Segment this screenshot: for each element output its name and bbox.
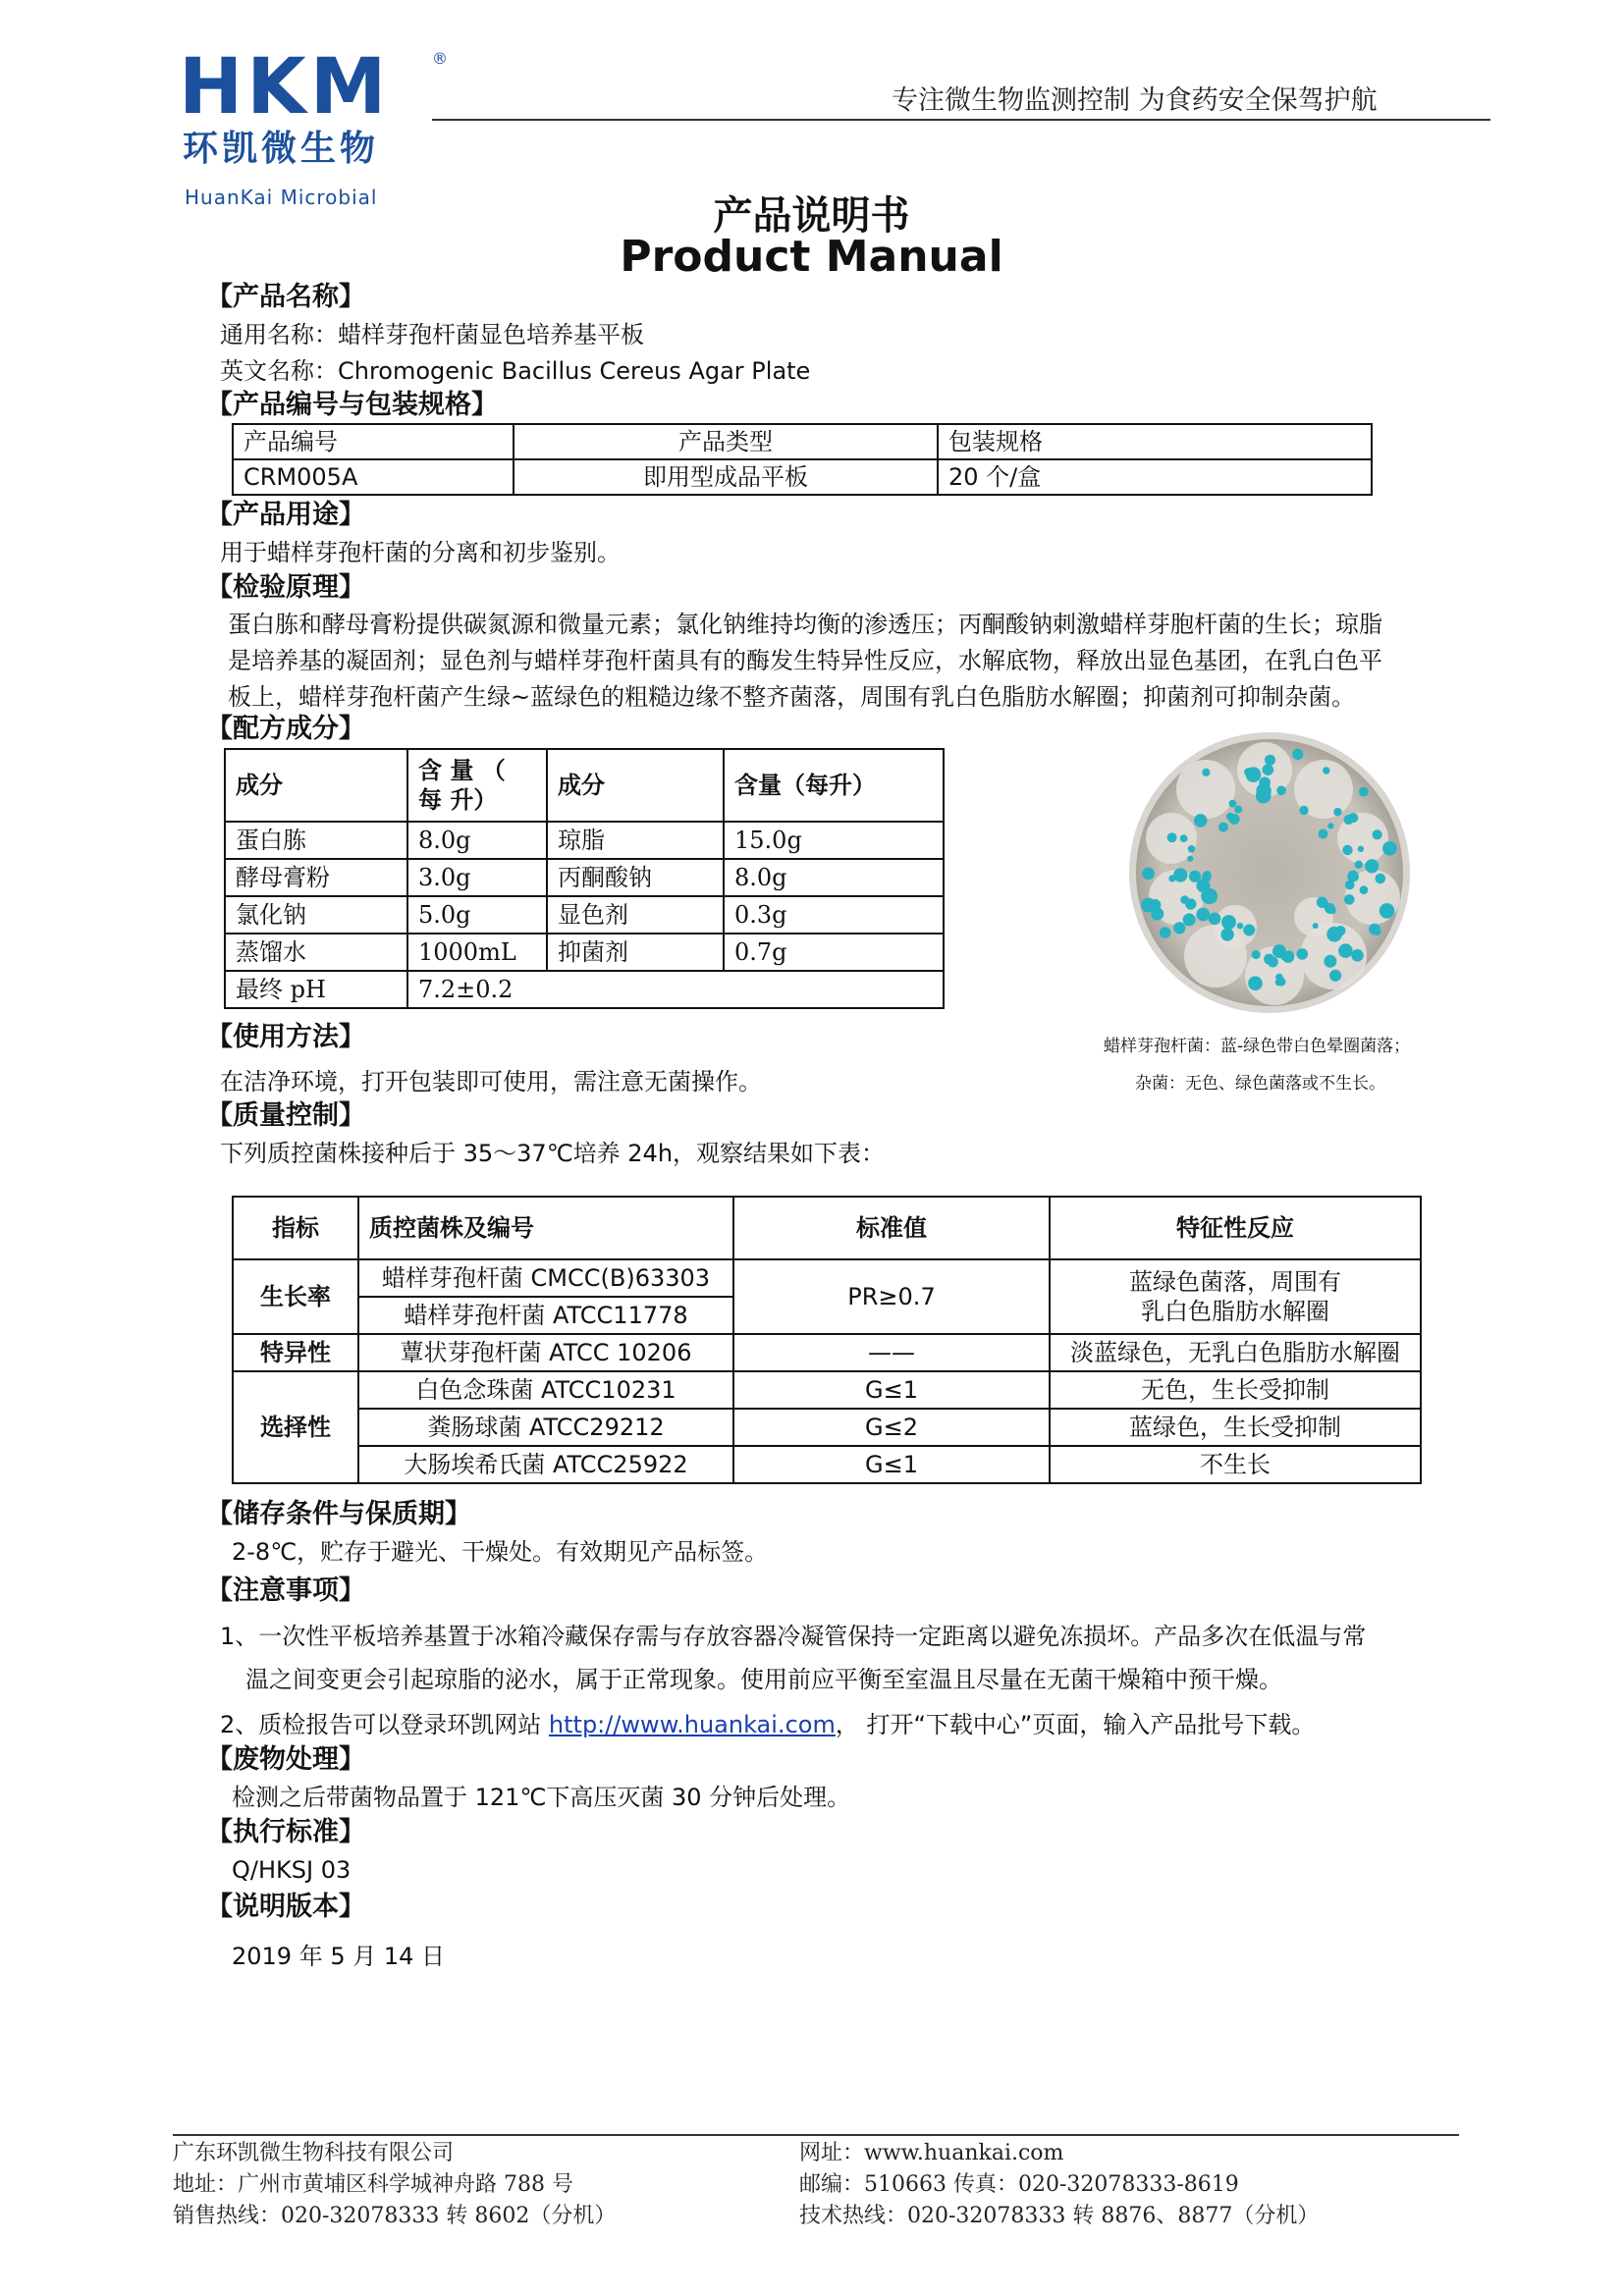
colony	[1173, 922, 1185, 934]
reaction-cell	[1050, 1259, 1421, 1334]
colony	[1358, 846, 1364, 852]
section-heading-method: 【使用方法】	[206, 1022, 365, 1052]
table-row	[233, 1334, 1421, 1371]
selectivity-label: 选择性	[233, 1371, 358, 1483]
colony	[1202, 769, 1210, 776]
colony	[1324, 955, 1336, 968]
colony	[1248, 976, 1263, 990]
standard-cell: G≤2	[733, 1409, 1050, 1446]
colony	[1202, 888, 1217, 904]
colony	[1259, 776, 1271, 788]
strain-cell: 白色念珠菌 ATCC10231	[358, 1371, 733, 1409]
standard-cell: G≤1	[733, 1446, 1050, 1483]
title-english: Product Manual	[620, 232, 1003, 282]
colony	[1382, 841, 1397, 856]
table-row	[225, 822, 944, 859]
table-header-cell: 指标	[233, 1197, 358, 1259]
company-logo	[179, 43, 454, 209]
colony	[1380, 903, 1395, 919]
usage-text: 用于蜡样芽孢杆菌的分离和初步鉴别。	[220, 539, 621, 566]
table-row	[233, 459, 1372, 495]
colony	[1373, 928, 1380, 935]
table-cell: 8.0g	[724, 859, 944, 896]
table-cell: 3.0g	[407, 859, 547, 896]
logo-hkm-text: HKM	[179, 43, 391, 132]
standard-text: Q/HKSJ 03	[232, 1856, 352, 1884]
colony	[1297, 948, 1309, 960]
table-header-cell: 成分	[547, 749, 724, 822]
colony	[1347, 871, 1359, 882]
colony	[1329, 970, 1341, 982]
colony	[1359, 787, 1369, 797]
reaction-line: 乳白色脂肪水解圈	[1141, 1298, 1329, 1325]
product-code-cell: CRM005A	[233, 459, 514, 495]
logo-english-name: HuanKai Microbial	[185, 186, 378, 209]
table-cell: 氯化钠	[225, 896, 407, 934]
section-heading-version: 【说明版本】	[206, 1892, 365, 1922]
section-heading-storage: 【储存条件与保质期】	[206, 1499, 471, 1529]
table-header-row	[225, 749, 944, 822]
petri-dish-photo	[1127, 730, 1412, 1015]
colony	[1319, 829, 1328, 839]
colony	[1376, 874, 1386, 884]
colony	[1299, 806, 1308, 815]
title-chinese: 产品说明书	[713, 193, 910, 239]
principle-line: 蛋白胨和酵母膏粉提供碳氮源和微量元素；氯化钠维持均衡的渗透压；丙酮酸钠刺激蜡样芽胞杆菌的生长；琼脂	[228, 611, 1382, 638]
english-name: 英文名称：Chromogenic Bacillus Cereus Agar Plate	[220, 357, 811, 385]
table-row	[233, 1409, 1421, 1446]
note-item-1-line1: 1、一次性平板培养基置于冰箱冷藏保存需与存放容器冷凝管保持一定距离以避免冻损坏。产品多次在低温与常	[220, 1623, 1367, 1650]
colony	[1220, 928, 1233, 940]
table-header-row	[233, 1197, 1421, 1259]
product-type-cell: 即用型成品平板	[514, 459, 938, 495]
colony	[1234, 806, 1242, 814]
section-heading-qc: 【质量控制】	[206, 1100, 365, 1131]
section-heading-standard: 【执行标准】	[206, 1817, 365, 1847]
image-caption-line1: 蜡样芽孢杆菌：蓝-绿色带白色晕圈菌落；	[1104, 1037, 1411, 1056]
colony	[1323, 767, 1329, 774]
section-heading-waste: 【废物处理】	[206, 1744, 365, 1775]
note-item-2	[220, 1708, 1315, 1741]
footer-tech-hotline: 技术热线：020-32078333 转 8876、8877（分机）	[799, 2204, 1320, 2228]
ph-label-cell: 最终 pH	[225, 971, 407, 1008]
table-row	[233, 1446, 1421, 1483]
table-header-cell: 质控菌株及编号	[358, 1197, 733, 1259]
table-row	[233, 1371, 1421, 1409]
logo-registered-mark: ®	[432, 49, 448, 68]
note-item-1-line2: 温之间变更会引起琼脂的泌水，属于正常现象。使用前应平衡至室温且尽量在无菌干燥箱中预干燥。	[245, 1666, 1282, 1693]
table-header-cell: 含 量 （ 每 升）	[407, 749, 547, 822]
colony	[1202, 873, 1212, 882]
image-caption-line2: 杂菌：无色、绿色菌落或不生长。	[1135, 1074, 1385, 1094]
colony	[1373, 829, 1382, 839]
colony	[1335, 926, 1345, 935]
table-cell: 丙酮酸钠	[547, 859, 724, 896]
table-row	[225, 896, 944, 934]
table-cell: 5.0g	[407, 896, 547, 934]
table-cell: 蒸馏水	[225, 934, 407, 971]
colony	[1196, 908, 1210, 922]
standard-cell: PR≥0.7	[733, 1259, 1050, 1334]
table-cell: 蛋白胨	[225, 822, 407, 859]
growth-rate-label: 生长率	[233, 1259, 358, 1334]
colony	[1189, 871, 1201, 882]
table-cell: 抑菌剂	[547, 934, 724, 971]
colony	[1151, 907, 1163, 920]
table-header-cell: 含量（每升）	[724, 749, 944, 822]
waste-text: 检测之后带菌物品置于 121℃下高压灭菌 30 分钟后处理。	[232, 1784, 851, 1811]
principle-line: 是培养基的凝固剂；显色剂与蜡样芽孢杆菌具有的酶发生特异性反应，水解底物，释放出显色基团，在乳白色平	[228, 647, 1382, 674]
strain-cell: 蕈状芽孢杆菌 ATCC 10206	[358, 1334, 733, 1371]
table-cell: 15.0g	[724, 822, 944, 859]
table-row	[225, 934, 944, 971]
table-cell: 0.3g	[724, 896, 944, 934]
colony	[1243, 925, 1255, 936]
colony	[1142, 868, 1155, 881]
standard-cell: G≤1	[733, 1371, 1050, 1409]
colony	[1360, 885, 1369, 894]
specificity-label: 特异性	[233, 1334, 358, 1371]
table-cell: 琼脂	[547, 822, 724, 859]
colony	[1183, 913, 1196, 926]
table-row	[225, 971, 944, 1008]
qc-intro: 下列质控菌株接种后于 35～37℃培养 24h，观察结果如下表：	[220, 1140, 886, 1167]
colony	[1167, 832, 1177, 842]
footer-sales-hotline: 销售热线：020-32078333 转 8602（分机）	[173, 2204, 617, 2228]
standard-cell: ——	[733, 1334, 1050, 1371]
storage-text: 2-8℃，贮存于避光、干燥处。有效期见产品标签。	[232, 1538, 769, 1566]
header-slogan: 专注微生物监测控制 为食药安全保驾护航	[892, 85, 1378, 116]
colony	[1344, 894, 1355, 905]
colony	[1370, 863, 1378, 871]
table-cell: 显色剂	[547, 896, 724, 934]
table-cell: 1000mL	[407, 934, 547, 971]
colony	[1187, 856, 1193, 862]
table-header-cell: 特征性反应	[1050, 1197, 1421, 1259]
colony	[1218, 823, 1228, 832]
colony	[1194, 814, 1208, 828]
footer-postcode-fax: 邮编：510663 传真：020-32078333-8619	[799, 2172, 1239, 2197]
website-link[interactable]: http://www.huankai.com	[548, 1711, 836, 1738]
colony	[1180, 834, 1188, 842]
section-heading-notes: 【注意事项】	[206, 1575, 365, 1606]
table-row	[225, 859, 944, 896]
strain-cell: 蜡样芽孢杆菌 ATCC11778	[358, 1297, 733, 1334]
colony	[1277, 978, 1286, 987]
colony	[1209, 913, 1221, 926]
section-heading-product-name: 【产品名称】	[206, 282, 365, 312]
table-header-cell: 标准值	[733, 1197, 1050, 1259]
table-cell: 酵母膏粉	[225, 859, 407, 896]
colony	[1328, 907, 1335, 914]
common-name: 通用名称：蜡样芽孢杆菌显色培养基平板	[220, 321, 644, 348]
colony	[1263, 764, 1274, 775]
reaction-cell: 无色，生长受抑制	[1050, 1371, 1421, 1409]
colony	[1333, 808, 1341, 816]
reaction-cell: 不生长	[1050, 1446, 1421, 1483]
colony	[1185, 898, 1196, 909]
table-header-cell: 产品编号	[233, 424, 514, 459]
logo-chinese-name: 环凯微生物	[183, 129, 380, 169]
colony	[1221, 915, 1236, 930]
formula-table	[224, 748, 945, 1009]
qc-table	[232, 1196, 1422, 1484]
colony	[1276, 786, 1286, 796]
table-header-cell: 包装规格	[938, 424, 1372, 459]
note-item-2-suffix: ， 打开“下载中心”页面，输入产品批号下载。	[835, 1711, 1316, 1738]
table-header-cell: 产品类型	[514, 424, 938, 459]
colony	[1313, 923, 1319, 929]
method-text: 在洁净环境，打开包装即可使用，需注意无菌操作。	[220, 1068, 762, 1095]
colony	[1252, 950, 1261, 959]
colony	[1188, 845, 1196, 853]
package-spec-cell: 20 个/盒	[938, 459, 1372, 495]
table-header-cell: 成分	[225, 749, 407, 822]
section-heading-principle: 【检验原理】	[206, 572, 365, 603]
footer-company: 广东环凯微生物科技有限公司	[173, 2141, 455, 2165]
note-item-2-prefix: 2、质检报告可以登录环凯网站	[220, 1711, 549, 1738]
table-cell: 8.0g	[407, 822, 547, 859]
header-divider	[432, 119, 1490, 121]
ph-value-cell: 7.2±0.2	[407, 971, 944, 1008]
colony	[1160, 927, 1171, 938]
strain-cell: 蜡样芽孢杆菌 CMCC(B)63303	[358, 1259, 733, 1297]
colony	[1237, 923, 1244, 930]
strain-cell: 大肠埃希氏菌 ATCC25922	[358, 1446, 733, 1483]
table-row	[233, 1259, 1421, 1297]
colony	[1355, 861, 1363, 869]
principle-paragraph	[228, 607, 1465, 716]
principle-line: 板上，蜡样芽孢杆菌产生绿~蓝绿色的粗糙边缘不整齐菌落，周围有乳白色脂肪水解圈；抑菌剂可抑制杂菌。	[228, 683, 1356, 711]
section-heading-formula: 【配方成分】	[206, 714, 365, 744]
colony	[1348, 813, 1358, 823]
table-cell: 0.7g	[724, 934, 944, 971]
colony	[1264, 954, 1274, 965]
version-text: 2019 年 5 月 14 日	[232, 1943, 446, 1970]
colony	[1327, 823, 1333, 828]
colony	[1351, 949, 1364, 962]
footer-website: 网址：www.huankai.com	[799, 2141, 1064, 2165]
reaction-cell: 淡蓝绿色，无乳白色脂肪水解圈	[1050, 1334, 1421, 1371]
colony	[1229, 800, 1237, 808]
colony	[1292, 749, 1303, 760]
colony	[1246, 767, 1262, 782]
reaction-cell: 蓝绿色，生长受抑制	[1050, 1409, 1421, 1446]
packaging-table	[232, 423, 1373, 496]
colony	[1280, 954, 1286, 960]
footer-address: 地址：广州市黄埔区科学城神舟路 788 号	[173, 2172, 573, 2197]
colony	[1265, 755, 1275, 766]
footer-divider	[173, 2134, 1459, 2136]
colony	[1338, 943, 1353, 958]
colony	[1342, 845, 1352, 855]
colony	[1226, 813, 1234, 821]
section-heading-packaging: 【产品编号与包装规格】	[206, 390, 498, 420]
strain-cell: 粪肠球菌 ATCC29212	[358, 1409, 733, 1446]
colony	[1173, 868, 1187, 881]
table-header-row	[233, 424, 1372, 459]
section-heading-usage: 【产品用途】	[206, 500, 365, 530]
reaction-line: 蓝绿色菌落，周围有	[1129, 1268, 1341, 1296]
